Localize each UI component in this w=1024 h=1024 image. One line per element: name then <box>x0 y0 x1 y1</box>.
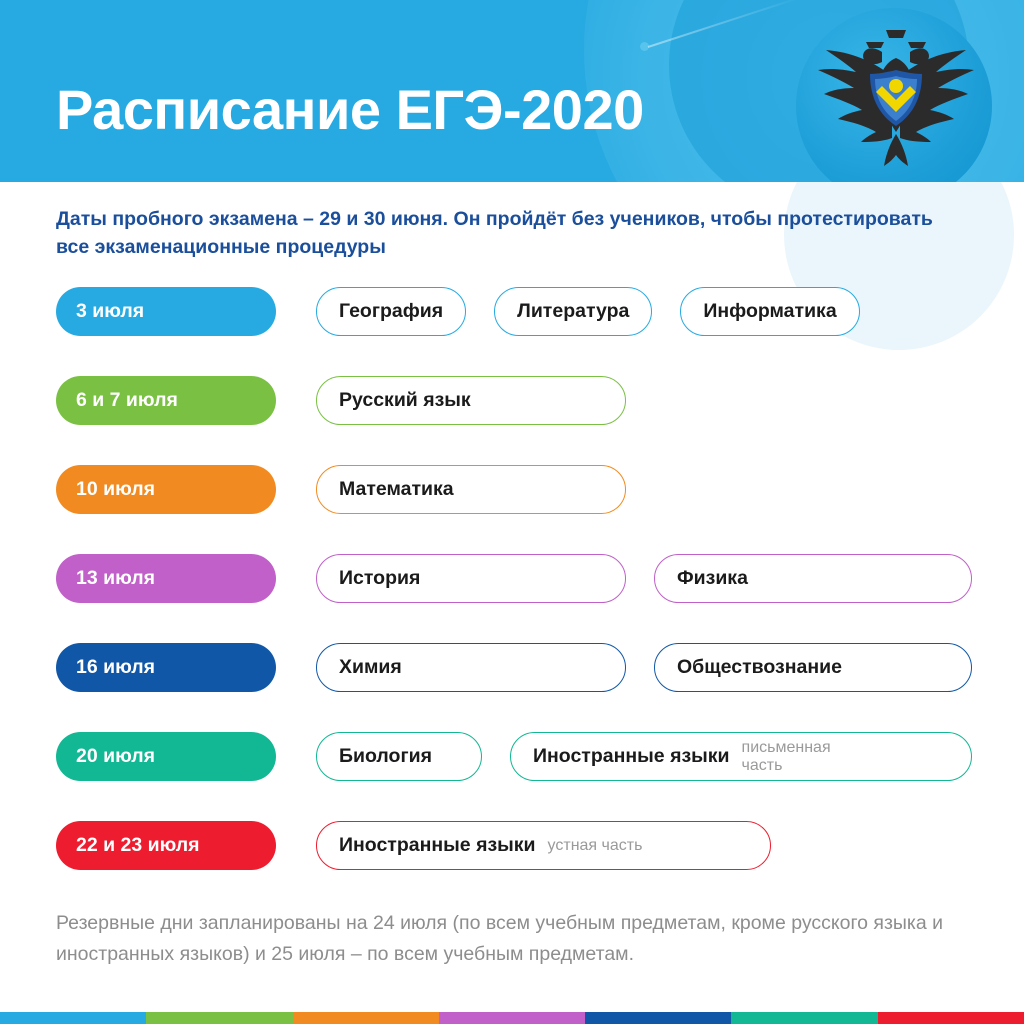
schedule-list <box>56 287 968 870</box>
subject-group <box>316 821 771 870</box>
subject-note: письменная часть <box>741 739 831 774</box>
rosobrnadzor-emblem-icon <box>796 8 996 176</box>
subject-label: История <box>339 567 421 590</box>
subject-label: Русский язык <box>339 389 471 412</box>
bottom-color-bars <box>0 1012 1024 1024</box>
subject-chip[interactable] <box>680 287 859 336</box>
subject-label: Физика <box>677 567 748 590</box>
subtitle: Даты пробного экзамена – 29 и 30 июня. Он пройдёт без учеников, чтобы протестировать все экзаменационные процедуры <box>56 208 933 258</box>
date-badge: 16 июля <box>56 643 276 692</box>
date-badge: 10 июля <box>56 465 276 514</box>
poster-content <box>0 182 1024 969</box>
schedule-row <box>56 376 968 425</box>
bottom-bar-segment <box>585 1012 731 1024</box>
subject-chip[interactable] <box>654 554 972 603</box>
subject-chip[interactable] <box>510 732 972 781</box>
subject-label: Биология <box>339 745 432 768</box>
date-badge: 22 и 23 июля <box>56 821 276 870</box>
schedule-row <box>56 643 968 692</box>
bottom-bar-segment <box>878 1012 1024 1024</box>
subject-group <box>316 465 626 514</box>
subject-chip[interactable] <box>316 465 626 514</box>
subject-label: Литература <box>517 300 630 323</box>
subject-group <box>316 376 626 425</box>
subject-label: Обществознание <box>677 656 842 679</box>
subject-note: устная часть <box>547 837 643 855</box>
subject-label: Иностранные языки <box>339 834 536 857</box>
schedule-row <box>56 287 968 336</box>
subject-label: Информатика <box>703 300 837 323</box>
schedule-row <box>56 554 968 603</box>
date-badge: 13 июля <box>56 554 276 603</box>
schedule-row <box>56 732 968 781</box>
subject-group <box>316 643 972 692</box>
subject-group <box>316 554 972 603</box>
subject-chip[interactable] <box>316 376 626 425</box>
poster-header <box>0 0 1024 182</box>
subject-label: Химия <box>339 656 402 679</box>
subject-chip[interactable] <box>316 643 626 692</box>
date-badge: 6 и 7 июля <box>56 376 276 425</box>
subject-chip[interactable] <box>316 732 482 781</box>
date-badge: 20 июля <box>56 732 276 781</box>
bottom-bar-segment <box>731 1012 877 1024</box>
date-badge: 3 июля <box>56 287 276 336</box>
subject-label: Математика <box>339 478 454 501</box>
subject-chip[interactable] <box>316 821 771 870</box>
page-title: Расписание ЕГЭ-2020 <box>56 78 644 141</box>
subject-label: Иностранные языки <box>533 745 730 768</box>
subject-chip[interactable] <box>316 554 626 603</box>
bottom-bar-segment <box>0 1012 146 1024</box>
bottom-bar-segment <box>146 1012 292 1024</box>
schedule-row <box>56 465 968 514</box>
subject-label: География <box>339 300 444 323</box>
bottom-bar-segment <box>439 1012 585 1024</box>
subject-group <box>316 732 972 781</box>
subject-chip[interactable] <box>494 287 652 336</box>
footnote: Резервные дни запланированы на 24 июля (по всем учебным предметам, кроме русского языка и иностранных языков) и 25 июля – по всем учебным предметам. <box>56 912 944 965</box>
subject-chip[interactable] <box>316 287 466 336</box>
schedule-row <box>56 821 968 870</box>
subject-group <box>316 287 860 336</box>
subject-chip[interactable] <box>654 643 972 692</box>
bottom-bar-segment <box>293 1012 439 1024</box>
